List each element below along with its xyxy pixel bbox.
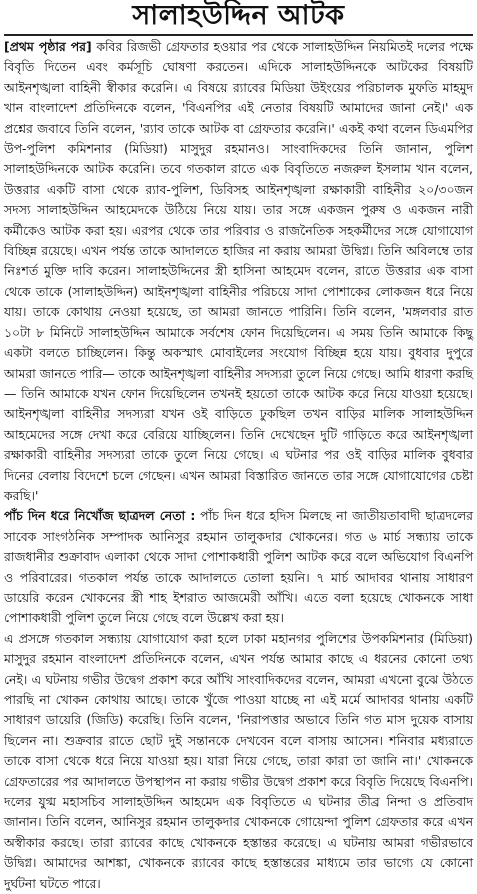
paragraph-1-text: কবির রিজভী গ্রেফতার হওয়ার পর থেকে সালাহউদ্দিন নিয়মিতই দলের পক্ষে বিবৃতি দিতেন এবং কর্মসূচি ঘোষণা করতেন। এদিকে সালাহউদ্দিনকে আটকের বিষয়টি আইনশৃঙ্খলা বাহিনী স্বীকার করেনি। এ বিষয়ে র‍্যাবের মিডিয়া উইংয়ের পরিচালক মুফতি মাহমুদ খান বাংলাদেশ প্রতিদিনকে বলেন, 'বিএনপির এই নেতার বিষয়টি আমাদের জানা নেই।' এক প্রশ্নের জবাবে তিনি বলেন, 'র‍্যাব তাকে আটক বা গ্রেফতার করেনি।' একই কথা বলেন ডিএমপির উপ-পুলিশ কমিশনার (মিডিয়া) মাসুদুর রহমানও। সাংবাদিকদের তিনি জানান, পুলিশ সালাহউদ্দিনকে আটক করেনি। তবে গতকাল রাতে এক বিবৃতিতে নজরুল ইসলাম খান বলেন, উত্তরার একটি বাসা থেকে র‍্যাব-পুলিশ, ডিবিসহ আইনশৃঙ্খলা রক্ষাকারী বাহিনীর ২০/৩০জন সদস্য সালাহউদ্দিন আহমেদকে উঠিয়ে নিয়ে যায়। তার সঙ্গে একজন পুরুষ ও একজন নারী কর্মীকেও আটক করা হয়। এরপর থেকে তার পরিবার ও রাজনৈতিক সহকর্মীদের সঙ্গে যোগাযোগ বিচ্ছিন্ন রয়েছে। এখন পর্যন্ত তাকে আদালতে হাজির না করায় আমরা উদ্বিগ্ন। তিনি অবিলম্বে তার নিঃশর্ত মুক্তি দাবি করেন। সালাহউদ্দিনের স্ত্রী হাসিনা আহমেদ বলেন, রাতে উত্তরার এক বাসা থেকে তাকে (সালাহউদ্দিন) আইনশৃঙ্খলা বাহিনীর পরিচয়ে সাদা পোশাকের লোকজন ধরে নিয়ে যায়। তাকে কোথায় নেওয়া হয়েছে, তা আমরা জানতে পারিনি। তিনি বলেন, 'মঙ্গলবার রাত ১০টা ৮ মিনিটে সালাহউদ্দিন আমাকে সর্বশেষ ফোন দিয়েছিলেন। এ সময় তিনি আমাকে কিছু একটা বলতে চাচ্ছিলেন। কিন্তু অকস্মাৎ মোবাইলের সংযোগ বিচ্ছিন্ন হয়ে যায়। বুধবার দুপুরে আমরা জানতে পারি— তাকে আইনশৃঙ্খলা বাহিনীর সদস্যরা তুলে নিয়ে গেছে। আমি ধারণা করছি— তিনি আমাকে যখন ফোন দিয়েছিলেন তখনই হয়তো তাকে আটক করে নিয়ে যাওয়া হয়েছে। আইনশৃঙ্খলা বাহিনীর সদস্যরা যখন ওই বাড়িতে ঢুকছিল তখন বাড়ির মালিক সালাহউদ্দিন আহমেদের সঙ্গে দেখা করে বেরিয়ে যাচ্ছিলেন। তিনি দেখেছেন দুটি গাড়িতে করে আইনশৃঙ্খলা রক্ষাকারী বাহিনীর সদস্যরা তাকে তুলে নিয়ে গেছে। এ ঘটনার পর ওই বাড়ির মালিক বুধবার দিনের বেলায় বিদেশে চলে গেছেন। এখন আমরা বিস্তারিত জানতে তার সঙ্গে যোগাযোগের চেষ্টা করছি।' xyxy=(4,39,473,503)
subheading: পাঁচ দিন ধরে নিখোঁজ ছাত্রদল নেতা : xyxy=(4,508,196,524)
paragraph-3 xyxy=(4,629,473,894)
article-body xyxy=(4,37,473,894)
paragraph-2-text: পাঁচ দিন ধরে হদিস মিলছে না জাতীয়তাবাদী ছাত্রদলের সাবেক সাংগঠনিক সম্পাদক আনিসুর রহমান তালুকদার খোকনের। গত ৬ মার্চ সন্ধ্যায় তাকে রাজধানীর শুক্রাবাদ এলাকা থেকে সাদা পোশাকধারী পুলিশ আটক করে বলে অভিযোগ বিএনপি ও পরিবারের। গতকাল পর্যন্ত তাকে আদালতে তোলা হয়নি। ৭ মার্চ আদাবর থানায় সাধারণ ডায়েরি করেন খোকনের স্ত্রী শাহ ইশরাত আজমেরী আঁখি। এতে বলা হয়েছে খোকনকে সাধা পোশাকধারী পুলিশ তুলে নিয়ে গেছে বলে উল্লেখ করা হয়। xyxy=(4,508,473,626)
paragraph-1 xyxy=(4,37,473,506)
continuation-label: [প্রথম পৃষ্ঠার পর] xyxy=(4,39,92,54)
headline: সালাহউদ্দিন আটক xyxy=(4,0,473,36)
paragraph-2 xyxy=(4,506,473,628)
paragraph-3-text: এ প্রসঙ্গে গতকাল সন্ধ্যায় যোগাযোগ করা হলে ঢাকা মহানগর পুলিশের উপকমিশনার (মিডিয়া) মাসুদুর রহমান বাংলাদেশ প্রতিদিনকে বলেন, এখন পর্যন্ত আমার কাছে এ ধরনের কোনো তথ্য নেই। এ ঘটনায় গভীর উদ্বেগ প্রকাশ করে আঁখি সাংবাদিকদের বলেন, আমরা এখনো বুঝে উঠতে পারছি না খোকন কোথায় আছে। তাকে খুঁজে পাওয়া যাচ্ছে না এই মর্মে আদাবর থানায় একটি সাধারণ ডায়েরি (জিডি) করেছি। তিনি বলেন, 'নিরাপত্তার অভাবে তিনি গত মাস দুয়েক বাসায় ছিলেন না। শুক্রবার রাতে ছোট দুই সন্তানকে দেখবেন বলে বাসায় আসেন। শনিবার মধ্যরাতে তাকে বাসা থেকে ধরে নিয়ে যাওয়া হয়। যারা নিয়ে গেছে, তারা কারা তা জানি না।' খোকনকে গ্রেফতারের পর আদালতে উপস্থাপন না করায় গভীর উদ্বেগ প্রকাশ করে বিবৃতি দিয়েছে বিএনপি। দলের যুগ্ম মহাসচিব সালাহউদ্দিন আহমেদ এক বিবৃতিতে এ ঘটনার তীব্র নিন্দা ও প্রতিবাদ জানান। তিনি বলেন, আনিসুর রহমান তালুকদার খোকনকে গোয়েন্দা পুলিশ গ্রেফতার করে এখন অস্বীকার করছে। তারা র‍্যাবের কাছে খোকনকে হস্তান্তর করেছে। এ ঘটনায় আমরা গভীরভাবে উদ্বিগ্ন। আমাদের আশঙ্কা, খোকনকে র‍্যাবের কাছে হস্তান্তরের মাধ্যমে তার ভাগ্যে যে কোনো দুর্ঘটনা ঘটতে পারে। xyxy=(4,630,473,891)
